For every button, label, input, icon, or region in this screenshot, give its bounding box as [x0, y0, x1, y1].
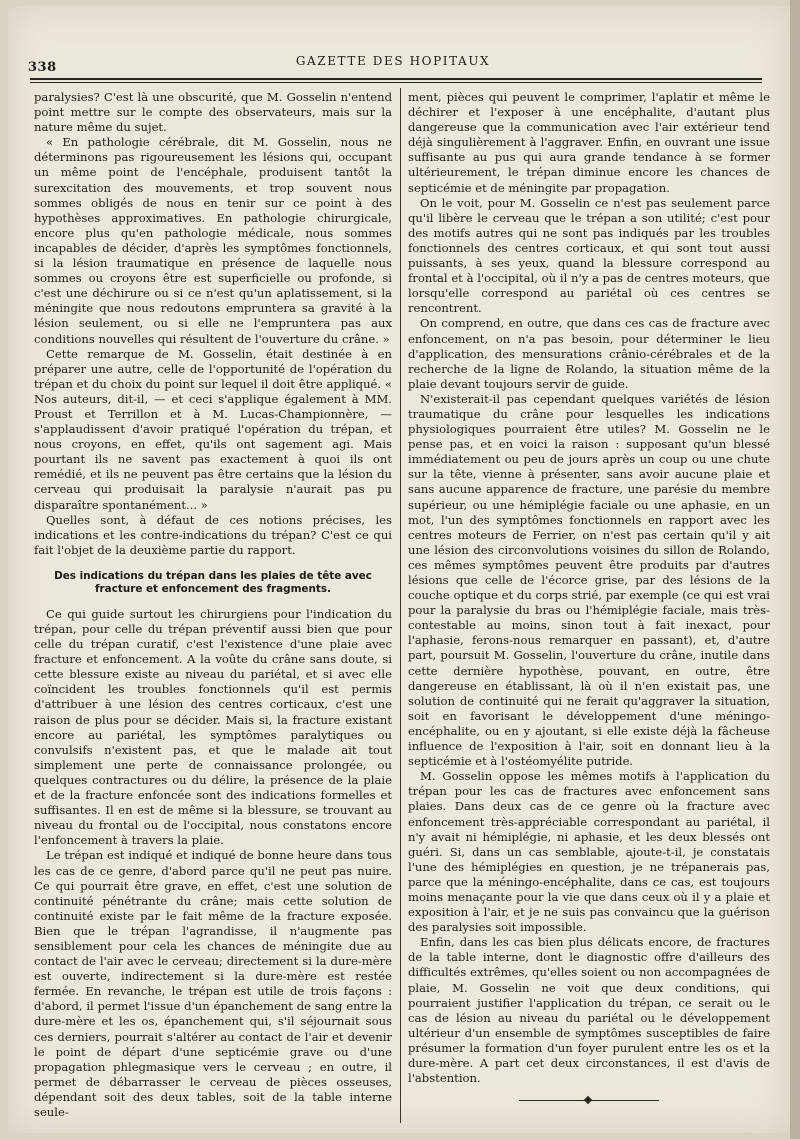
paragraph: M. Gosselin oppose les mêmes motifs à l'application du trépan pour les cas de fractures avec enfoncement sans plaies. Dans deux cas de ce genre où la fracture avec enfoncement très-appréciable correspondant au pariétal, il n'y avait ni hémiplégie, ni aphasie, et les deux blessés ont guéri. Si, dans un cas semblable, ajoute-t-il, je constatais l'une des hémiplégies en question, je ne trépanerais pas, parce que la méningo-encéphalite, dans ce cas, est toujours moins menaçante pour la vie que dans ceux où il y a plaie et exposition à l'air, et je ne suis pas convaincu que la guérison des paralysies soit impossible.	[408, 769, 770, 935]
paragraph: Le trépan est indiqué et indiqué de bonne heure dans tous les cas de ce genre, d'abord parce qu'il ne peut pas nuire. Ce qui pourrait être grave, en effet, c'est une solution de continuité pénétrante du crâne; mais cette solution de continuité existe par le fait même de la fracture exposée. Bien que le trépan l'agrandisse, il n'augmente pas sensiblement pour cela les chances de méningite due au contact de l'air avec le cerveau; directement si la dure-mère est ouverte, indirectement si la dure-mère est restée fermée. En revanche, le trépan est utile de trois façons : d'abord, il permet l'issue d'un épanchement de sang entre la dure-mère et les os, épanchement qui, s'il séjournait sous ces derniers, pourrait s'altérer au contact de l'air et devenir le point de départ d'une septicémie grave ou d'une propagation phlegmasique vers le cerveau ; en outre, il permet de débarrasser le cerveau de pièces osseuses, dépendant soit des deux tables, soit de la table interne seule-	[34, 848, 392, 1119]
page-edge	[790, 0, 800, 1139]
end-of-article-rule	[519, 1096, 659, 1104]
paragraph: N'existerait-il pas cependant quelques variétés de lésion traumatique du crâne pour lesquelles les indications physiologiques pourraient être utiles? M. Gosselin ne le pense pas, et en voici la raison : supposant qu'un blessé immédiatement ou peu de jours après un coup ou une chute sur la tête, vienne à présenter, sans avoir aucune plaie et sans aucune apparence de fracture, une parésie du membre supérieur, ou une hémiplégie faciale ou une aphasie, en un mot, l'un des symptômes fonctionnels en rapport avec les centres moteurs de Ferrier, on n'est pas certain qu'il y ait une lésion des circonvolutions voisines du sillon de Rolando, ces mêmes symptômes peuvent être produits par d'autres lésions que celle de l'écorce grise, par des lésions de la couche optique et du corps strié, par exemple (ce qui est vrai pour la paralysie du bras ou l'hémiplégie faciale, mais très-contestable au moins, sinon tout à fait inexact, pour l'aphasie, ferons-nous remarquer en passant), et, d'autre part, poursuit M. Gosselin, l'ouverture du crâne, inutile dans cette dernière hypothèse, pouvant, en outre, être dangereuse en établissant, là où il n'en existait pas, une solution de continuité qui ne ferait qu'aggraver la situation, soit en favorisant le développement d'une méningo-encéphalite, ou en y ajoutant, si elle existe déjà la fâcheuse influence de l'exposition à l'air, soit en donnant lieu à la septicémie et à l'ostéomyélite putride.	[408, 391, 770, 769]
page-header	[22, 52, 764, 76]
paragraph: Ce qui guide surtout les chirurgiens pour l'indication du trépan, pour celle du trépan préventif aussi bien que pour celle du trépan curatif, c'est l'existence d'une plaie avec fracture et enfoncement. A la voûte du crâne sans doute, si cette blessure existe au niveau du pariétal, et si avec elle coïncident les troubles fonctionnels qu'il est permis d'attribuer à une lésion des centres corticaux, c'est une raison de plus pour se décider. Mais si, la fracture existant encore au pariétal, les symptômes paralytiques ou convulsifs n'existent pas, et que le malade ait tout simplement une perte de connaissance prolongée, ou quelques contractures ou du délire, la présence de la plaie et de la fracture enfoncée sont des indications formelles et suffisantes. Il en est de même si la blessure, se trouvant au niveau du frontal ou de l'occipital, nous constatons encore l'enfoncement à travers la plaie.	[34, 606, 392, 848]
page-number: 338	[28, 60, 57, 75]
paragraph: On comprend, en outre, que dans ces cas de fracture avec enfoncement, on n'a pas besoin, pour déterminer le lieu d'application, des mensurations crânio-cérébrales et de la recherche de la ligne de Rolando, la situation même de la plaie devant toujours servir de guide.	[408, 316, 770, 391]
paragraph: ment, pièces qui peuvent le comprimer, l'aplatir et même le déchirer et l'exposer à une encéphalite, d'autant plus dangereuse que la communication avec l'air extérieur tend déjà singulièrement à l'aggraver. Enfin, en ouvrant une issue suffisante au pus qui aura grande tendance à se former ultérieurement, le trépan diminue encore les chances de septicémie et de méningite par propagation.	[408, 90, 770, 195]
paragraph: paralysies? C'est là une obscurité, que M. Gosselin n'entend point mettre sur le compte des observateurs, mais sur la nature même du sujet.	[34, 90, 392, 135]
right-column	[408, 90, 770, 1104]
paragraph: « En pathologie cérébrale, dit M. Gosselin, nous ne déterminons pas rigoureusement les lésions qui, occupant un même point de l'encéphale, produisent tantôt la surexcitation des mouvements, et trop souvent nous sommes obligés de nous en tenir sur ce point à des hypothèses approximatives. En pathologie chirurgicale, encore plus qu'en pathologie médicale, nous sommes incapables de décider, d'après les symptômes fonctionnels, si la lésion traumatique en présence de laquelle nous sommes ou croyons être est superficielle ou profonde, si c'est une déchirure ou si ce n'est qu'un aplatissement, si la méningite que nous redoutons empruntera sa gravité à la lésion seulement, ou si elle ne l'empruntera pas aux conditions nouvelles qui résultent de l'ouverture du crâne. »	[34, 135, 392, 346]
section-heading: Des indications du trépan dans les plaies de tête avec fracture et enfoncement des fragments.	[54, 569, 372, 596]
left-column	[34, 90, 392, 1120]
journal-title: GAZETTE DES HOPITAUX	[295, 54, 491, 68]
header-rule-thin	[30, 82, 762, 83]
header-rule	[30, 78, 762, 80]
paragraph: Cette remarque de M. Gosselin, était destinée à en préparer une autre, celle de l'opportunité de l'opération du trépan et du choix du point sur lequel il doit être appliqué. « Nos auteurs, dit-il, — et ceci s'applique également à MM. Proust et Terrillon et à M. Lucas-Championnère, — s'applaudissent d'avoir pratiqué l'opération du trépan, et nous croyons, en effet, qu'ils ont sagement agi. Mais pourtant ils ne savent pas exactement à quoi ils ont remédié, et ils ne peuvent pas être certains que la lésion du cerveau qui produisait la paralysie n'aurait pas pu disparaître spontanément... »	[34, 346, 392, 512]
column-divider	[400, 88, 401, 1123]
paragraph: Enfin, dans les cas bien plus délicats encore, de fractures de la table interne, dont le diagnostic offre d'ailleurs des difficultés extrêmes, qu'elles soient ou non accompagnées de plaie, M. Gosselin ne voit que deux conditions, qui pourraient justifier l'application du trépan, ce serait ou le cas de lésion au niveau du pariétal ou le développement ultérieur d'un ensemble de symptômes susceptibles de faire présumer la formation d'un foyer purulent entre les os et la dure-mère. A part cet deux circonstances, il est d'avis de l'abstention.	[408, 935, 770, 1086]
diamond-ornament-icon	[584, 1096, 592, 1104]
paragraph: Quelles sont, à défaut de ces notions précises, les indications et les contre-indications du trépan? C'est ce qui fait l'objet de la deuxième partie du rapport.	[34, 512, 392, 557]
paragraph: On le voit, pour M. Gosselin ce n'est pas seulement parce qu'il libère le cerveau que le trépan a son utilité; c'est pour des motifs autres qui ne sont pas indiqués par les troubles fonctionnels des centres corticaux, et qui sont tout aussi puissants, à ses yeux, quand la blessure correspond au frontal et à l'occipital, où il n'y a pas de centres moteurs, que lorsqu'elle correspond au pariétal où ces centres se rencontrent.	[408, 195, 770, 316]
